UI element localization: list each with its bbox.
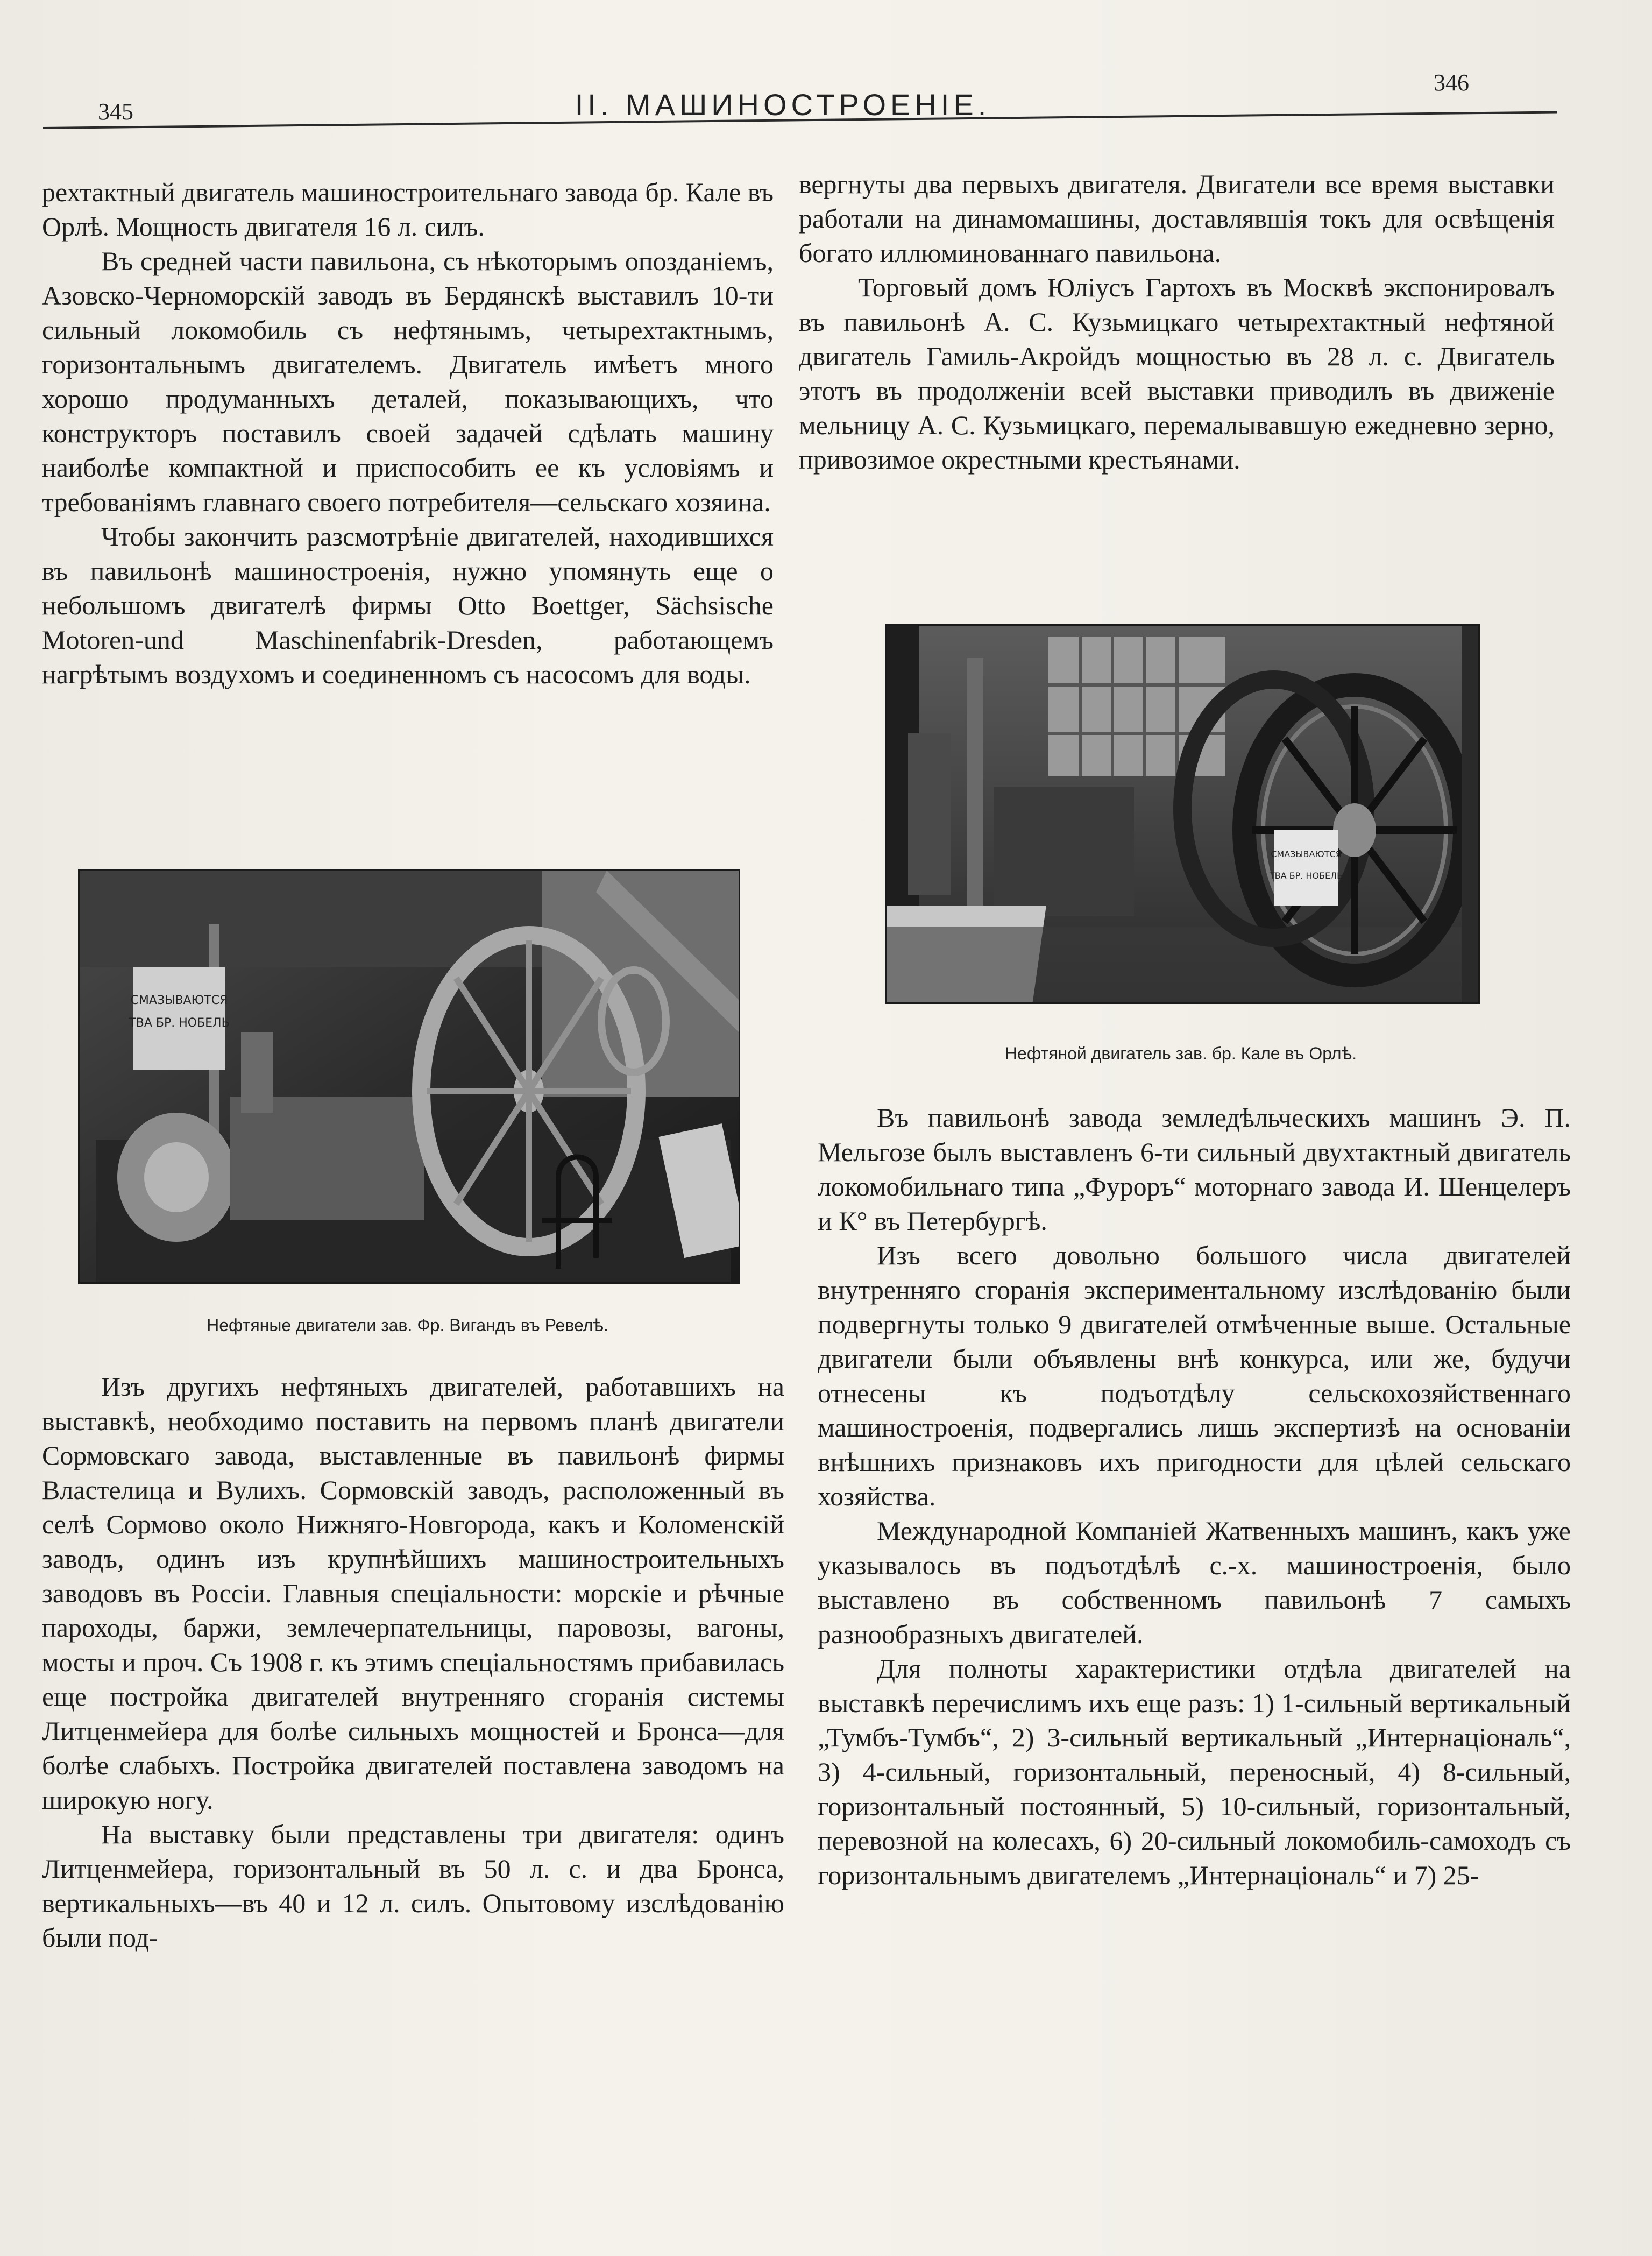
sign-line: СМАЗЫВАЮТСЯ (1271, 849, 1342, 859)
page-number-right: 346 (1434, 69, 1469, 96)
paragraph: Международной Компанiей Жатвенныхъ машинъ, какъ уже указывалось въ подъотдѣлѣ с.-х. машиностроенiя, было выставлено въ собственномъ павильонѣ 7 самыхъ разнообразныхъ двигателей. (818, 1516, 1571, 1649)
paragraph: На выставку были представлены три двигателя: одинъ Литценмейера, горизонтальный въ 50 л. с. и два Бронса, вертикальныхъ—въ 40 и 12 л. силъ. Опытовому изслѣдованiю были под- (42, 1819, 784, 1953)
left-column-top (42, 175, 774, 691)
paragraph: Изъ другихъ нефтяныхъ двигателей, работавшихъ на выставкѣ, необходимо поставить на первомъ планѣ двигатели Сормовскаго завода, выставленные въ павильонѣ фирмы Властелица и Вулихъ. Сормовскiй заводъ, расположенный въ селѣ Сормово около Нижняго-Новгорода, какъ и Коломенскiй заводъ, одинъ изъ крупнѣйшихъ машиностроительныхъ заводовъ въ Россiи. Главныя спецiальности: морскiе и рѣчные пароходы, баржи, землечерпательницы, паровозы, вагоны, мосты и проч. Съ 1908 г. къ этимъ спецiальностямъ прибавилась еще постройка двигателей внутренняго сгоранiя системы Литценмейера для болѣе сильныхъ мощностей и Бронса—для болѣе слабыхъ. Постройка двигателей поставлена заводомъ на широкую ногу. (42, 1371, 784, 1815)
paragraph: Въ средней части павильона, съ нѣкоторымъ опозданiемъ, Азовско-Черноморскiй заводъ въ Бердянскѣ выставилъ 10-ти сильный локомобиль съ нефтянымъ, четырехтактнымъ, горизонтальнымъ двигателемъ. Двигатель имѣетъ много хорошо продуманныхъ деталей, показывающихъ, что конструкторъ поставилъ своей задачей сдѣлать машину наиболѣе компактной и приспособить ее къ условiямъ и требованiямъ главнаго своего потребителя—сельскаго хозяина. (42, 246, 774, 517)
paragraph: рехтактный двигатель машиностроительнаго завода бр. Кале въ Орлѣ. Мощность двигателя 16 л. силъ. (42, 177, 774, 242)
right-column-bottom (818, 1100, 1571, 1892)
photo-kale-engine (885, 624, 1480, 1004)
paragraph: вергнуты два первыхъ двигателя. Двигатели все время выставки работали на динамомашины, доставлявшiя токъ для освѣщенiя богато иллюминованнаго павильона. (799, 169, 1555, 268)
figure-caption-right: Нефтяной двигатель зав. бр. Кале въ Орлѣ. (1004, 1044, 1357, 1063)
sign-line: СМАЗЫВАЮТСЯ (130, 994, 228, 1007)
sign-line: ТВА БР. НОБЕЛЬ (1269, 871, 1343, 881)
running-title: II. МАШИНОСТРОЕНIЕ. (575, 88, 991, 122)
figure-caption-left: Нефтяные двигатели зав. Фр. Вигандъ въ Ревелѣ. (207, 1316, 608, 1335)
paragraph: Чтобы закончить разсмотрѣнiе двигателей, находившихся въ павильонѣ машиностроенiя, нужно упомянуть еще о небольшомъ двигателѣ фирмы Otto Boettger, Sächsische Motoren-und Maschinenfabrik-Dresden, работающемъ нагрѣтымъ воздухомъ и соединенномъ съ насосомъ для воды. (42, 521, 774, 689)
photo-wigand-engines-image (80, 871, 739, 1282)
paragraph: Въ павильонѣ завода земледѣльческихъ машинъ Э. П. Мельгозе былъ выставленъ 6-ти сильный двухтактный двигатель локомобильнаго типа „Фуроръ“ моторнаго завода И. Шенцелеръ и К° въ Петербургѣ. (818, 1102, 1571, 1236)
paragraph: Торговый домъ Юлiусъ Гартохъ въ Москвѣ экспонировалъ въ павильонѣ А. С. Кузьмицкаго четырехтактный нефтяной двигатель Гамиль-Акройдъ мощностью въ 28 л. с. Двигатель этотъ въ продолженiи всей выставки приводилъ въ движенiе мельницу А. С. Кузьмицкаго, перемалывавшую ежедневно зерно, привозимое окрестными крестьянами. (799, 272, 1555, 475)
sign-line: ТВА БР. НОБЕЛЬ (129, 1016, 230, 1030)
photo-kale-engine-image (887, 626, 1478, 1002)
paragraph: Для полноты характеристики отдѣла двигателей на выставкѣ перечислимъ ихъ еще разъ: 1) 1-сильный вертикальный „Тумбъ-Тумбъ“, 2) 3-сильный вертикальный „Интернацiональ“, 3) 4-сильный, горизонтальный, переносный, 4) 8-сильный, горизонтальный постоянный, 5) 10-сильный, горизонтальный, перевозной на колесахъ, 6) 20-сильный локомобиль-самоходъ съ горизонтальнымъ двигателемъ „Интернацiональ“ и 7) 25- (818, 1653, 1571, 1890)
right-column-top (799, 167, 1555, 477)
paragraph: Изъ всего довольно большого числа двигателей внутренняго сгоранiя экспериментальному изслѣдованiю были подвергнуты только 9 двигателей отмѣченные выше. Остальные двигатели были объявлены внѣ конкурса, или же, будучи отнесены къ подъотдѣлу сельскохозяйственнаго машиностроенiя, подвергались лишь экспертизѣ на основанiи внѣшнихъ признаковъ ихъ пригодности для цѣлей сельскаго хозяйства. (818, 1240, 1571, 1511)
page-number-left: 345 (98, 98, 133, 125)
photo-wigand-engines (78, 869, 740, 1284)
left-column-bottom (42, 1369, 784, 1955)
